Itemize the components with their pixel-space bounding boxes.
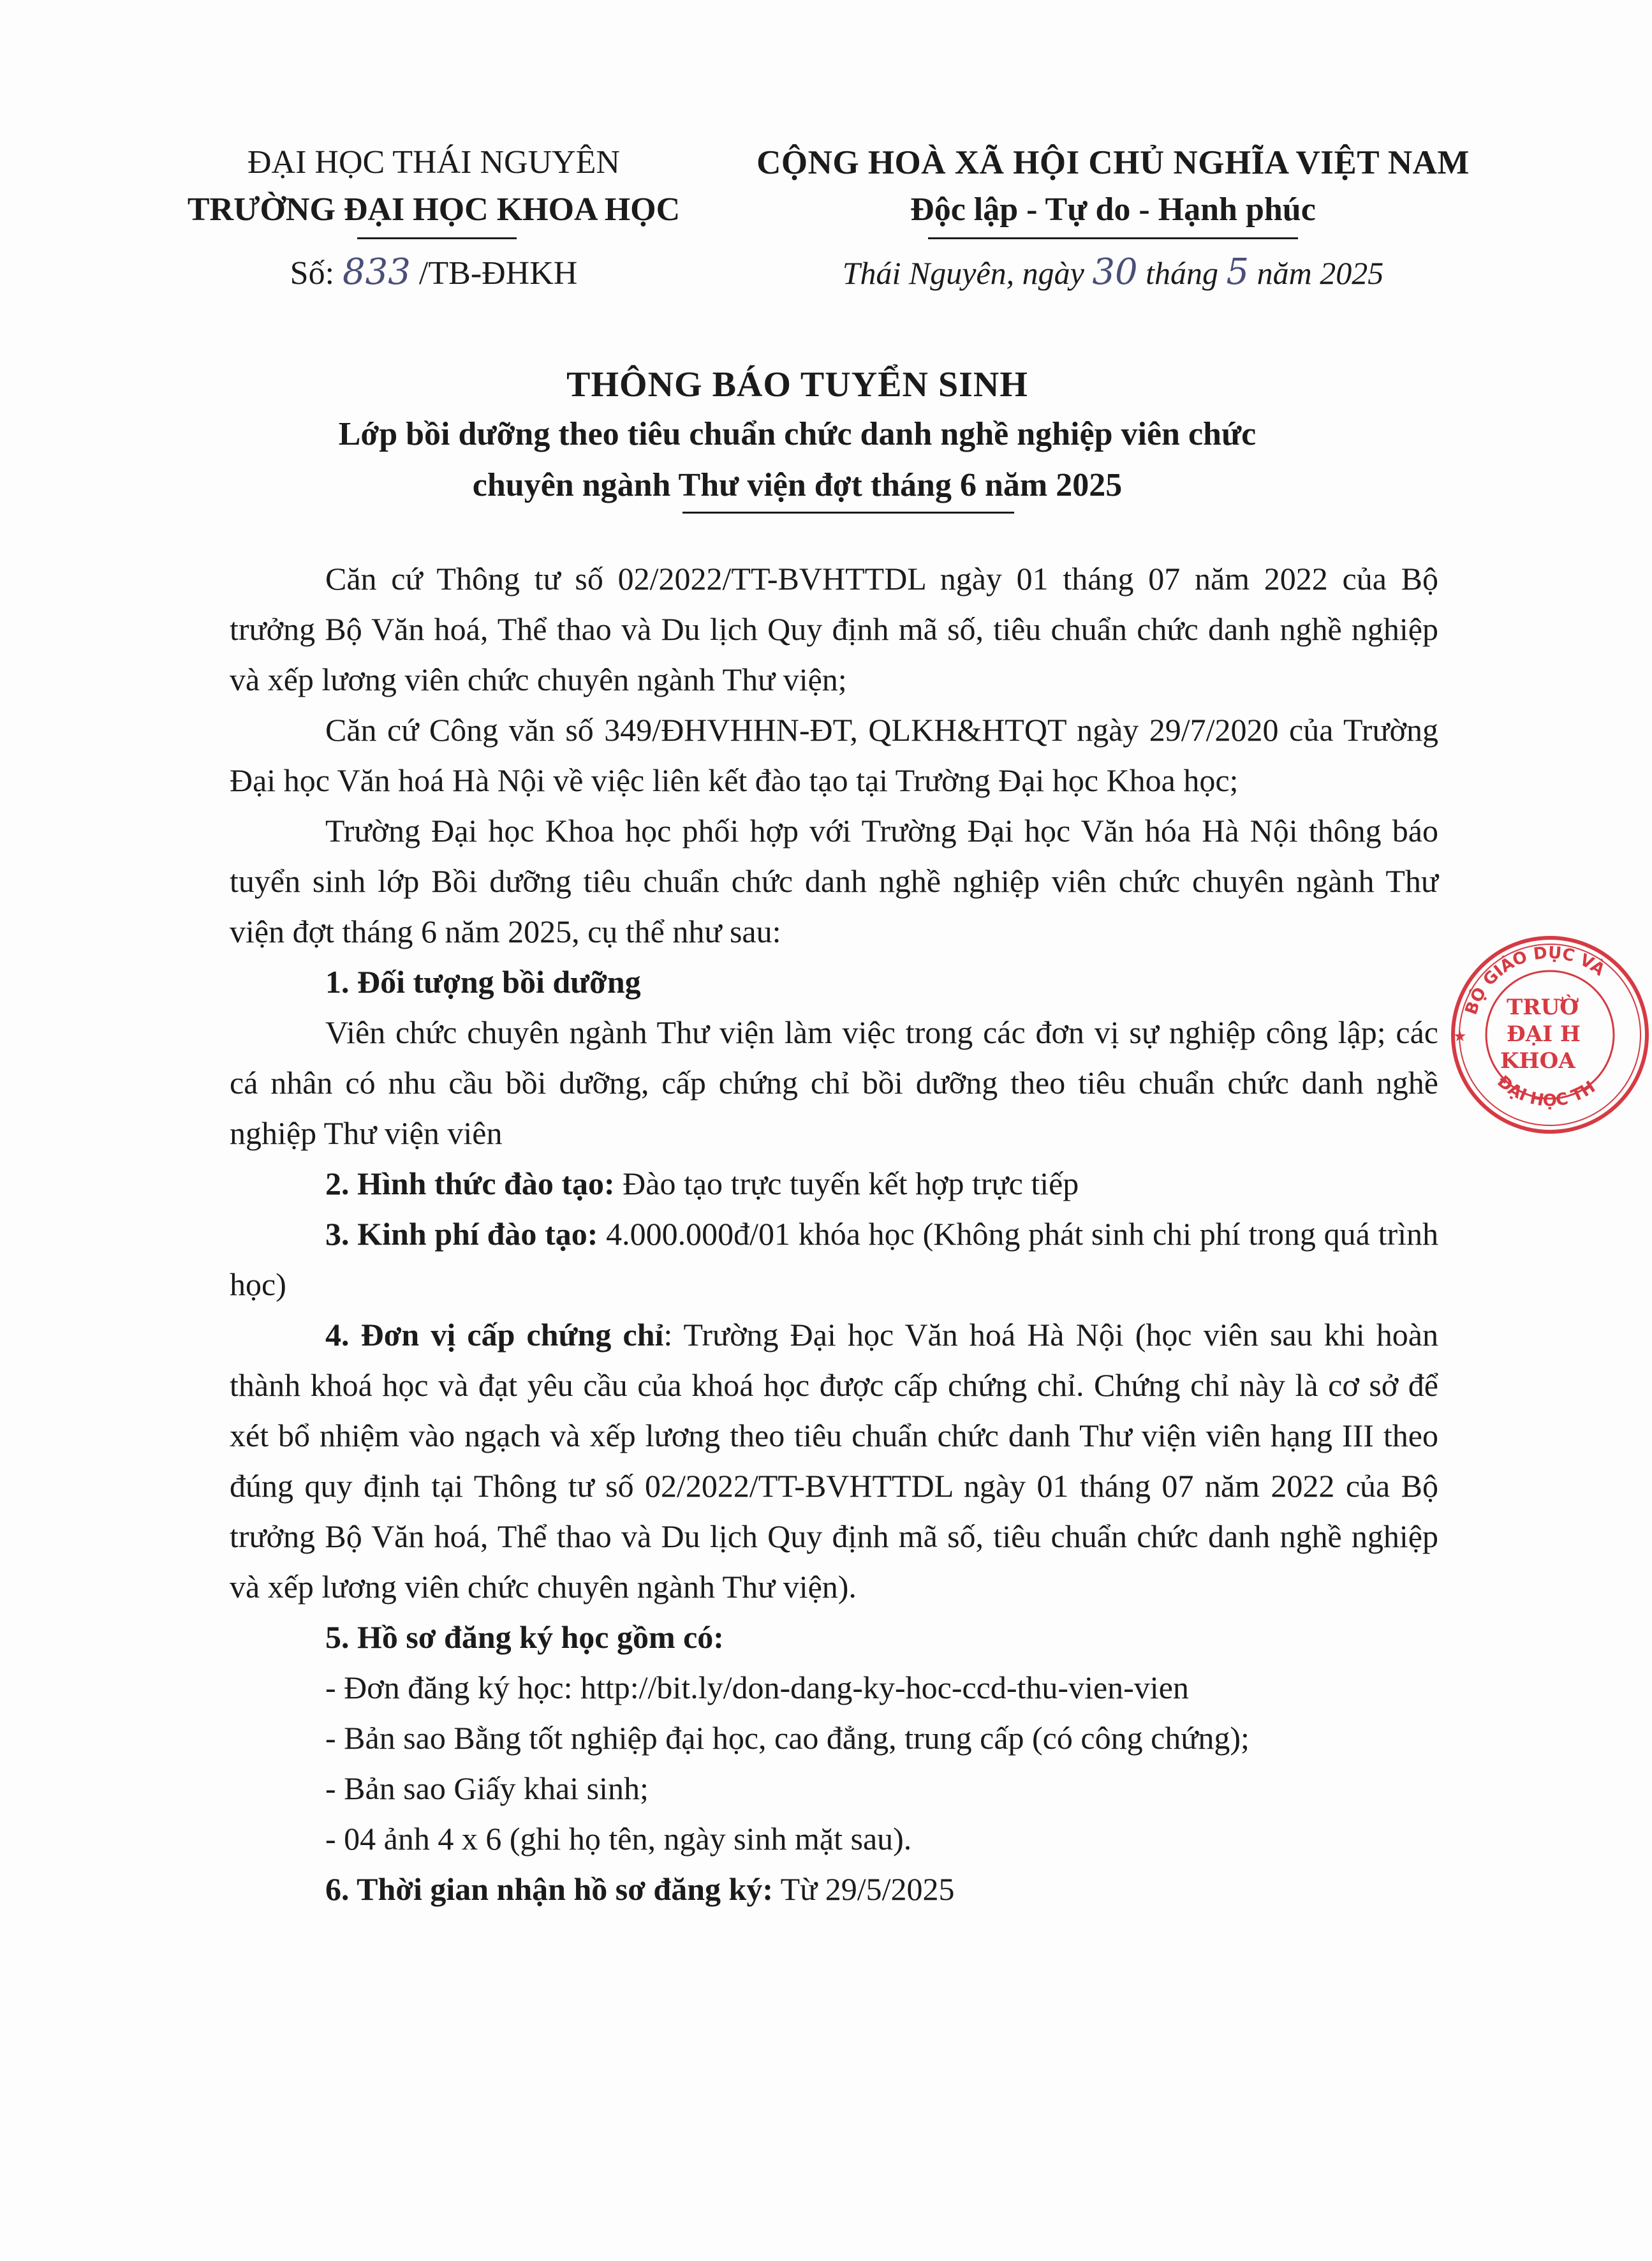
national-motto: Độc lập - Tự do - Hạnh phúc (910, 191, 1316, 228)
section-3-text: 4.000.000đ/01 khóa học (Không phát sinh chi phí trong quá trình học) (230, 1216, 1438, 1302)
nation-name: CỘNG HOÀ XÃ HỘI CHỦ NGHĨA VIỆT NAM (756, 144, 1470, 181)
document-number (159, 249, 708, 297)
document-title (159, 360, 1435, 511)
title-line-2: chuyên ngành Thư viện đợt tháng 6 năm 2025 (472, 467, 1123, 503)
title-main: THÔNG BÁO TUYỂN SINH (566, 365, 1028, 404)
section-1-text: Viên chức chuyên ngành Thư viện làm việc trong các đơn vị sự nghiệp công lập; các cá nhân có nhu cầu bồi dưỡng, cấp chứng chỉ bồi dưỡng theo tiêu chuẩn chức danh nghề nghiệp Thư viện viên (230, 1014, 1438, 1151)
document-number-suffix: /TB-ĐHKH (418, 255, 578, 292)
national-header (721, 139, 1505, 297)
section-3 (230, 1209, 1438, 1310)
issue-date-prefix: Thái Nguyên, ngày (842, 255, 1084, 291)
section-4-label: 4. Đơn vị cấp chứng chỉ (325, 1317, 664, 1353)
list-item: - Bản sao Bằng tốt nghiệp đại học, cao đẳng, trung cấp (có công chứng); (325, 1720, 1250, 1756)
issue-date-day: 30 (1092, 251, 1138, 293)
seal-star-icon: ★ (1453, 1027, 1467, 1045)
issuer-block (159, 139, 708, 297)
motto-underline (928, 237, 1298, 239)
issue-date (721, 249, 1505, 297)
section-2-text: Đào tạo trực tuyến kết hợp trực tiếp (614, 1166, 1079, 1201)
section-2 (230, 1159, 1438, 1209)
issue-date-year: năm 2025 (1257, 255, 1384, 291)
issue-date-month: 5 (1226, 251, 1250, 293)
school-name: TRƯỜNG ĐẠI HỌC KHOA HỌC (187, 191, 681, 228)
parent-organization: ĐẠI HỌC THÁI NGUYÊN (247, 144, 620, 181)
section-2-label: 2. Hình thức đào tạo: (325, 1166, 615, 1201)
list-item: - Đơn đăng ký học: http://bit.ly/don-dang-ky-hoc-ccd-thu-vien-vien (325, 1670, 1189, 1705)
section-4 (230, 1310, 1438, 1612)
issue-date-month-label: tháng (1146, 255, 1219, 291)
seal-inner-line-3: KHOA (1500, 1048, 1575, 1074)
section-1-heading: 1. Đối tượng bồi dưỡng (325, 964, 641, 1000)
announcement-intro: Trường Đại học Khoa học phối hợp với Trường Đại học Văn hóa Hà Nội thông báo tuyển sinh lớp Bồi dưỡng tiêu chuẩn chức danh nghề nghiệp viên chức chuyên ngành Thư viện đợt tháng 6 năm 2025, cụ thể như sau: (230, 813, 1438, 949)
official-seal (1448, 933, 1652, 1137)
title-underline (682, 512, 1014, 514)
document-body (230, 554, 1438, 1915)
section-6 (230, 1864, 1438, 1915)
issuer-underline (357, 237, 517, 239)
legal-basis-1: Căn cứ Thông tư số 02/2022/TT-BVHTTDL ngày 01 tháng 07 năm 2022 của Bộ trưởng Bộ Văn hoá, Thể thao và Du lịch Quy định mã số, tiêu chuẩn chức danh nghề nghiệp và xếp lương viên chức chuyên ngành Thư viện; (230, 561, 1438, 697)
section-6-text: Từ 29/5/2025 (772, 1871, 955, 1907)
document-number-prefix: Số: (290, 255, 335, 292)
section-6-label: 6. Thời gian nhận hồ sơ đăng ký: (325, 1871, 773, 1907)
section-3-label: 3. Kinh phí đào tạo: (325, 1216, 598, 1252)
legal-basis-2: Căn cứ Công văn số 349/ĐHVHHN-ĐT, QLKH&HTQT ngày 29/7/2020 của Trường Đại học Văn hoá Hà Nội về việc liên kết đào tạo tại Trường Đại học Khoa học; (230, 712, 1438, 798)
list-item: - 04 ảnh 4 x 6 (ghi họ tên, ngày sinh mặt sau). (325, 1821, 912, 1857)
seal-inner-line-1: TRƯỜ (1507, 995, 1579, 1020)
section-5-heading: 5. Hồ sơ đăng ký học gồm có: (325, 1619, 724, 1655)
seal-ring-top-text: BỘ GIÁO DỤC VÀ (1461, 943, 1609, 1018)
document-number-handwritten: 833 (343, 251, 411, 293)
seal-ring-bottom-text: ĐẠI HỌC TH (1493, 1072, 1599, 1111)
section-4-text: : Trường Đại học Văn hoá Hà Nội (học viên sau khi hoàn thành khoá học và đạt yêu cầu của khoá học được cấp chứng chỉ. Chứng chỉ này là cơ sở để xét bổ nhiệm vào ngạch và xếp lương theo tiêu chuẩn chức danh Thư viện viên hạng III theo đúng quy định tại Thông tư số 02/2022/TT-BVHTTDL ngày 01 tháng 07 năm 2022 của Bộ trưởng Bộ Văn hoá, Thể thao và Du lịch Quy định mã số, tiêu chuẩn chức danh nghề nghiệp và xếp lương viên chức chuyên ngành Thư viện). (230, 1317, 1438, 1605)
list-item: - Bản sao Giấy khai sinh; (325, 1770, 649, 1806)
seal-inner-line-2: ĐẠI H (1507, 1021, 1581, 1047)
title-line-1: Lớp bồi dưỡng theo tiêu chuẩn chức danh nghề nghiệp viên chức (338, 416, 1257, 452)
